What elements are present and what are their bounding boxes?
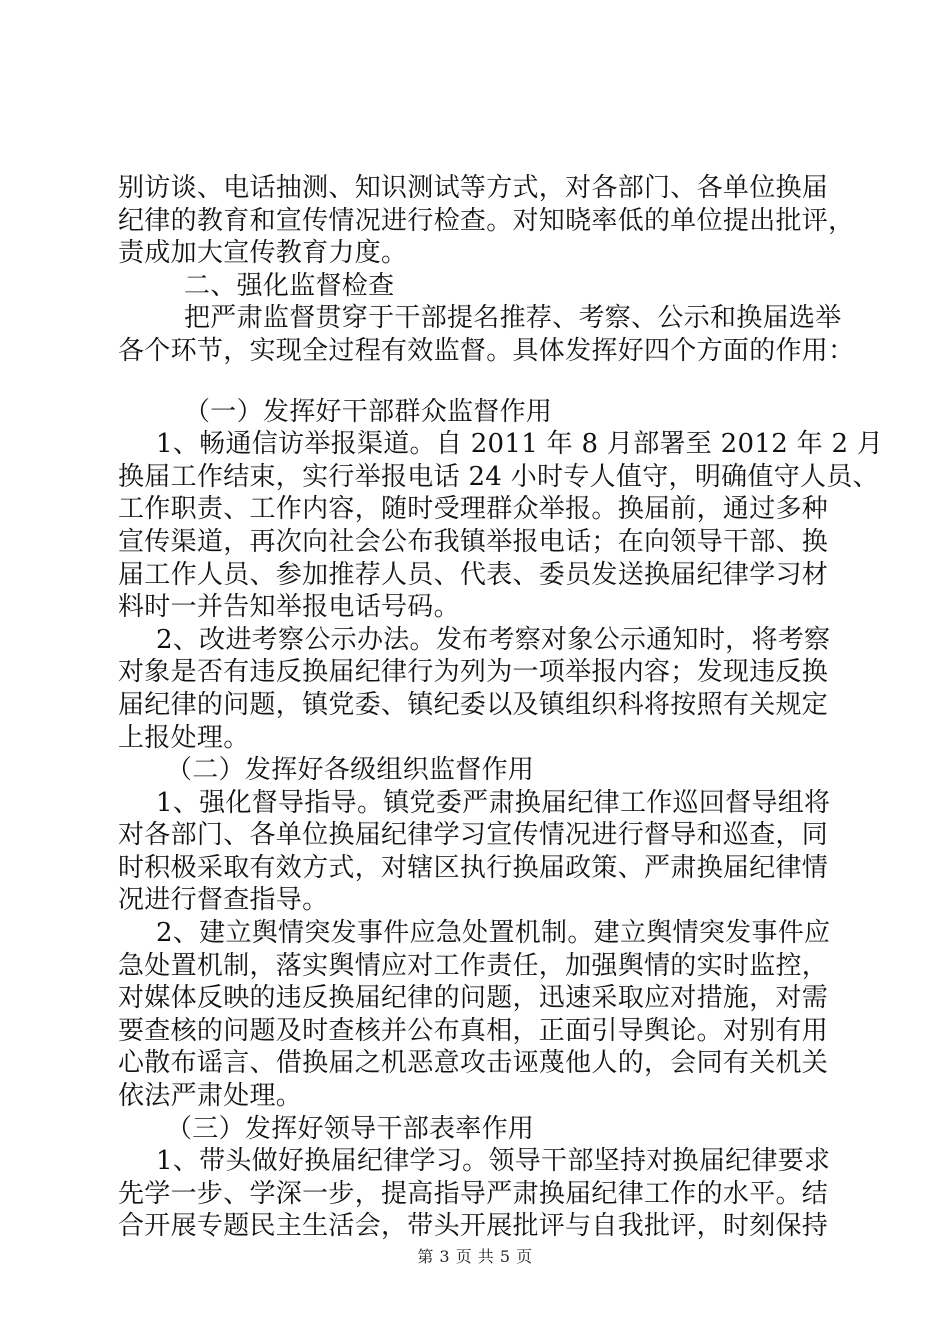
text-line: 责成加大宣传教育力度。	[118, 238, 408, 269]
text-line: 对象是否有违反换届纪律行为列为一项举报内容；发现违反换	[118, 657, 829, 688]
text-line: 1、强化督导指导。镇党委严肃换届纪律工作巡回督导组将	[156, 787, 831, 818]
text-line: 急处置机制，落实舆情应对工作责任，加强舆情的实时监控，	[118, 950, 829, 981]
subsection-heading: （三）发挥好领导干部表率作用	[166, 1113, 535, 1144]
page-footer: 第 3 页 共 5 页	[417, 1247, 533, 1266]
paragraph-gap	[118, 368, 838, 396]
text-line: 先学一步、学深一步，提高指导严肃换届纪律工作的水平。结	[118, 1178, 829, 1209]
text-line: 时积极采取有效方式，对辖区执行换届政策、严肃换届纪律情	[118, 852, 829, 883]
section-heading: 二、强化监督检查	[184, 270, 395, 301]
document-body	[118, 172, 884, 1243]
text-line: 料时一并告知举报电话号码。	[118, 592, 460, 623]
text-line: 届工作人员、参加推荐人员、代表、委员发送换届纪律学习材	[118, 559, 829, 590]
text-line: 换届工作结束，实行举报电话 24 小时专人值守，明确值守人员、	[118, 461, 879, 492]
text-line: 届纪律的问题，镇党委、镇纪委以及镇组织科将按照有关规定	[118, 689, 829, 720]
subsection-heading: （一）发挥好干部群众监督作用	[184, 396, 553, 427]
text-line: 对媒体反映的违反换届纪律的问题，迅速采取应对措施，对需	[118, 983, 829, 1014]
text-line: 把严肃监督贯穿于干部提名推荐、考察、公示和换届选举	[184, 303, 842, 334]
text-line: 1、带头做好换届纪律学习。领导干部坚持对换届纪律要求	[156, 1146, 831, 1177]
text-line: 合开展专题民主生活会，带头开展批评与自我批评，时刻保持	[118, 1211, 829, 1242]
text-line: 要查核的问题及时查核并公布真相，正面引导舆论。对别有用	[118, 1015, 829, 1046]
text-line: 1、畅通信访举报渠道。自 2011 年 8 月部署至 2012 年 2 月	[156, 429, 884, 460]
text-line: 2、改进考察公示办法。发布考察对象公示通知时，将考察	[156, 624, 831, 655]
text-line: 工作职责、工作内容，随时受理群众举报。换届前，通过多种	[118, 494, 829, 525]
subsection-heading: （二）发挥好各级组织监督作用	[166, 755, 535, 786]
text-line: 上报处理。	[118, 722, 250, 753]
text-line: 况进行督查指导。	[118, 885, 329, 916]
text-line: 依法严肃处理。	[118, 1081, 303, 1112]
text-line: 宣传渠道，再次向社会公布我镇举报电话；在向领导干部、换	[118, 526, 829, 557]
text-line: 心散布谣言、借换届之机恶意攻击诬蔑他人的，会同有关机关	[118, 1048, 829, 1079]
text-line: 纪律的教育和宣传情况进行检查。对知晓率低的单位提出批评，	[118, 205, 855, 236]
text-line: 2、建立舆情突发事件应急处置机制。建立舆情突发事件应	[156, 918, 831, 949]
text-line: 对各部门、各单位换届纪律学习宣传情况进行督导和巡查，同	[118, 820, 829, 851]
text-line: 别访谈、电话抽测、知识测试等方式，对各部门、各单位换届	[118, 173, 829, 203]
text-line: 各个环节，实现全过程有效监督。具体发挥好四个方面的作用：	[118, 335, 855, 366]
